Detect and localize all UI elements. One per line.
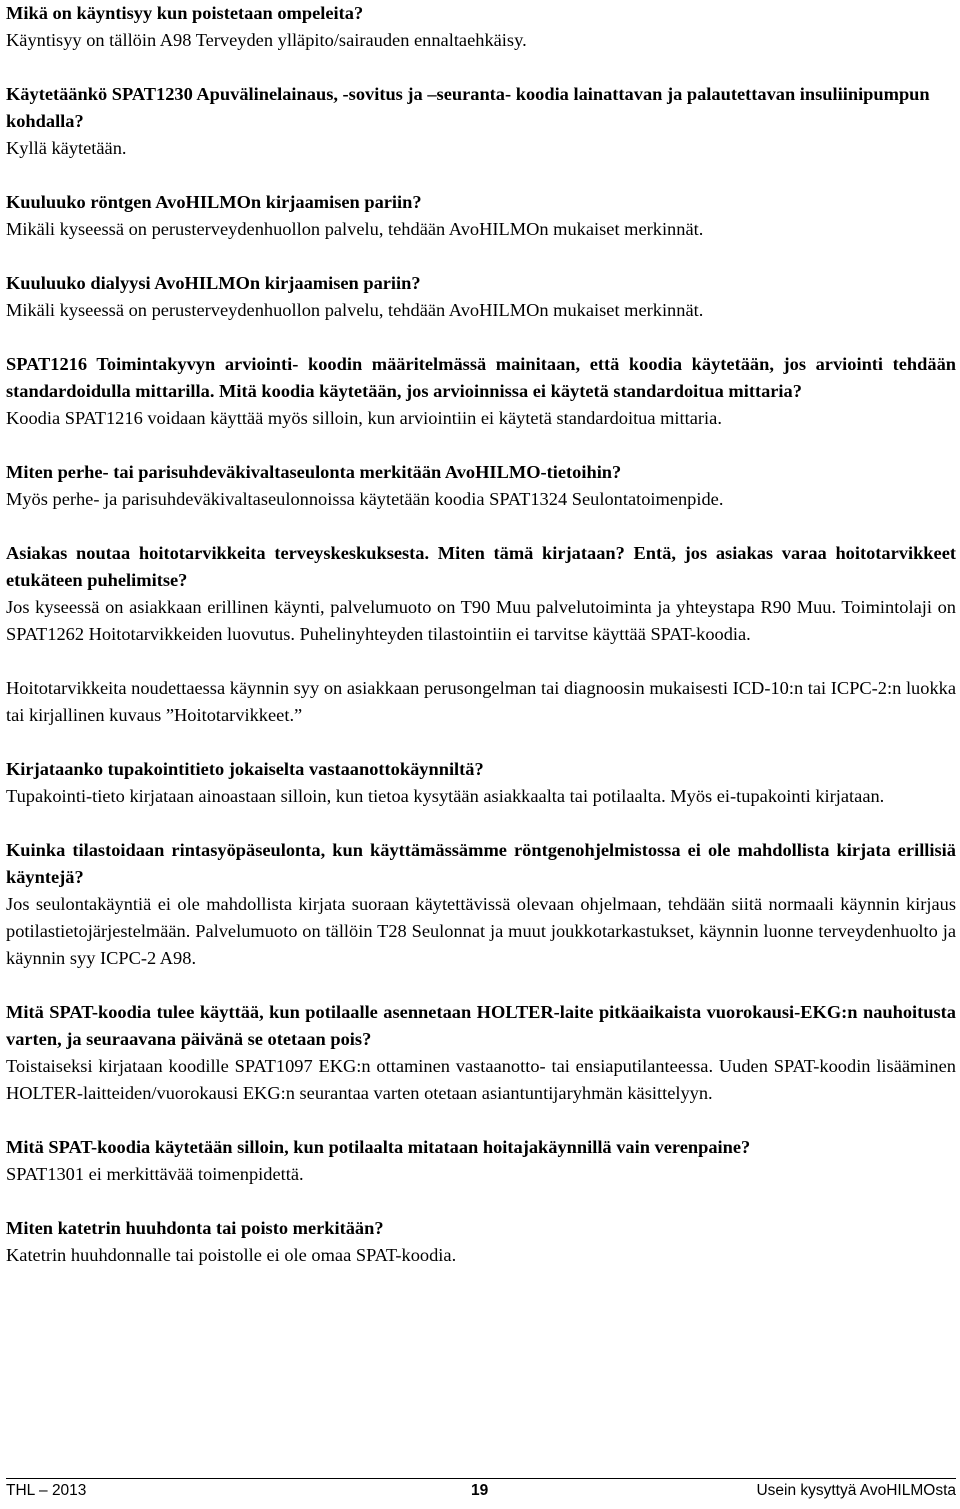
- question: Miten perhe- tai parisuhdeväkivaltaseulonta merkitään AvoHILMO-tietoihin?: [6, 462, 622, 482]
- answer: Käyntisyy on tällöin A98 Terveyden ylläpito/sairauden ennaltaehkäisy.: [6, 30, 527, 50]
- qa-item: [6, 999, 956, 1107]
- question: Asiakas noutaa hoitotarvikkeita terveyskeskuksesta. Miten tämä kirjataan? Entä, jos asiakas varaa hoitotarvikkeet etukäteen puhelimitse?: [6, 543, 956, 590]
- document-body: [6, 0, 956, 1296]
- answer: Myös perhe- ja parisuhdeväkivaltaseulonnoissa käytetään koodia SPAT1324 Seulontatoimenpide.: [6, 489, 724, 509]
- answer: Kyllä käytetään.: [6, 138, 127, 158]
- footer-divider: [6, 1478, 956, 1479]
- footer-publisher: THL – 2013: [6, 1482, 87, 1499]
- question: Mitä SPAT-koodia käytetään silloin, kun potilaalta mitataan hoitajakäynnillä vain verenpaine?: [6, 1137, 751, 1157]
- qa-item: [6, 756, 956, 810]
- qa-item: [6, 189, 956, 243]
- qa-item: [6, 0, 956, 54]
- answer: Jos seulontakäyntiä ei ole mahdollista kirjata suoraan käytettävissä olevaan ohjelmaan, tehdään siitä normaali käynnin kirjaus potilastietojärjestelmään. Palvelumuoto on tällöin T28 Seulonnat ja muut joukkotarkastukset, käynnin luonne terveydenhuolto ja käynnin syy ICPC-2 A98.: [6, 894, 956, 968]
- question: Mikä on käyntisyy kun poistetaan ompeleita?: [6, 3, 364, 23]
- question: Kuuluuko röntgen AvoHILMOn kirjaamisen pariin?: [6, 192, 422, 212]
- question: Mitä SPAT-koodia tulee käyttää, kun potilaalle asennetaan HOLTER-laite pitkäaikaista vuorokausi-EKG:n nauhoitusta varten, ja seuraavana päivänä se otetaan pois?: [6, 1002, 956, 1049]
- qa-item: [6, 81, 956, 162]
- question: Kuuluuko dialyysi AvoHILMOn kirjaamisen pariin?: [6, 273, 421, 293]
- answer: Tupakointi-tieto kirjataan ainoastaan silloin, kun tietoa kysytään asiakkaalta tai potilaalta. Myös ei-tupakointi kirjataan.: [6, 786, 885, 806]
- answer: Katetrin huuhdonnalle tai poistolle ei ole omaa SPAT-koodia.: [6, 1245, 457, 1265]
- answer: Mikäli kyseessä on perusterveydenhuollon palvelu, tehdään AvoHILMOn mukaiset merkinnät.: [6, 219, 704, 239]
- qa-item: [6, 675, 956, 729]
- qa-item: [6, 540, 956, 648]
- answer: Koodia SPAT1216 voidaan käyttää myös silloin, kun arviointiin ei käytetä standardoitua mittaria.: [6, 408, 722, 428]
- question: Kirjataanko tupakointitieto jokaiselta vastaanottokäynniltä?: [6, 759, 484, 779]
- qa-item: [6, 351, 956, 432]
- question: SPAT1216 Toimintakyvyn arviointi- koodin määritelmässä mainitaan, että koodia käytetään, jos arviointi tehdään standardoidulla mittarilla. Mitä koodia käytetään, jos arvioinnissa ei käytetä standardoitua mittaria?: [6, 354, 956, 401]
- qa-item: [6, 270, 956, 324]
- question: Käytetäänkö SPAT1230 Apuvälinelainaus, -sovitus ja –seuranta- koodia lainattavan ja palautettavan insuliinipumpun kohdalla?: [6, 84, 930, 131]
- qa-item: [6, 1134, 956, 1188]
- question: Miten katetrin huuhdonta tai poisto merkitään?: [6, 1218, 384, 1238]
- qa-item: [6, 1215, 956, 1269]
- page-footer: [6, 1482, 956, 1504]
- answer: Jos kyseessä on asiakkaan erillinen käynti, palvelumuoto on T90 Muu palvelutoiminta ja yhteystapa R90 Muu. Toimintolaji on SPAT1262 Hoitotarvikkeiden luovutus. Puhelinyhteyden tilastointiin ei tarvitse käyttää SPAT-koodia.: [6, 597, 956, 644]
- footer-document-title: Usein kysyttyä AvoHILMOsta: [756, 1482, 956, 1499]
- page-number: 19: [471, 1482, 489, 1499]
- qa-item: [6, 459, 956, 513]
- question: Kuinka tilastoidaan rintasyöpäseulonta, kun käyttämässämme röntgenohjelmistossa ei ole mahdollista kirjata erillisiä käyntejä?: [6, 840, 956, 887]
- qa-item: [6, 837, 956, 972]
- answer: Toistaiseksi kirjataan koodille SPAT1097 EKG:n ottaminen vastaanotto- tai ensiaputilanteessa. Uuden SPAT-koodin lisääminen HOLTER-laitteiden/vuorokausi EKG:n seurantaa varten otetaan asiantuntijaryhmän käsittelyyn.: [6, 1056, 956, 1103]
- answer: Mikäli kyseessä on perusterveydenhuollon palvelu, tehdään AvoHILMOn mukaiset merkinnät.: [6, 300, 704, 320]
- answer: SPAT1301 ei merkittävää toimenpidettä.: [6, 1164, 304, 1184]
- answer: Hoitotarvikkeita noudettaessa käynnin syy on asiakkaan perusongelman tai diagnoosin mukaisesti ICD-10:n tai ICPC-2:n luokka tai kirjallinen kuvaus ”Hoitotarvikkeet.”: [6, 678, 956, 725]
